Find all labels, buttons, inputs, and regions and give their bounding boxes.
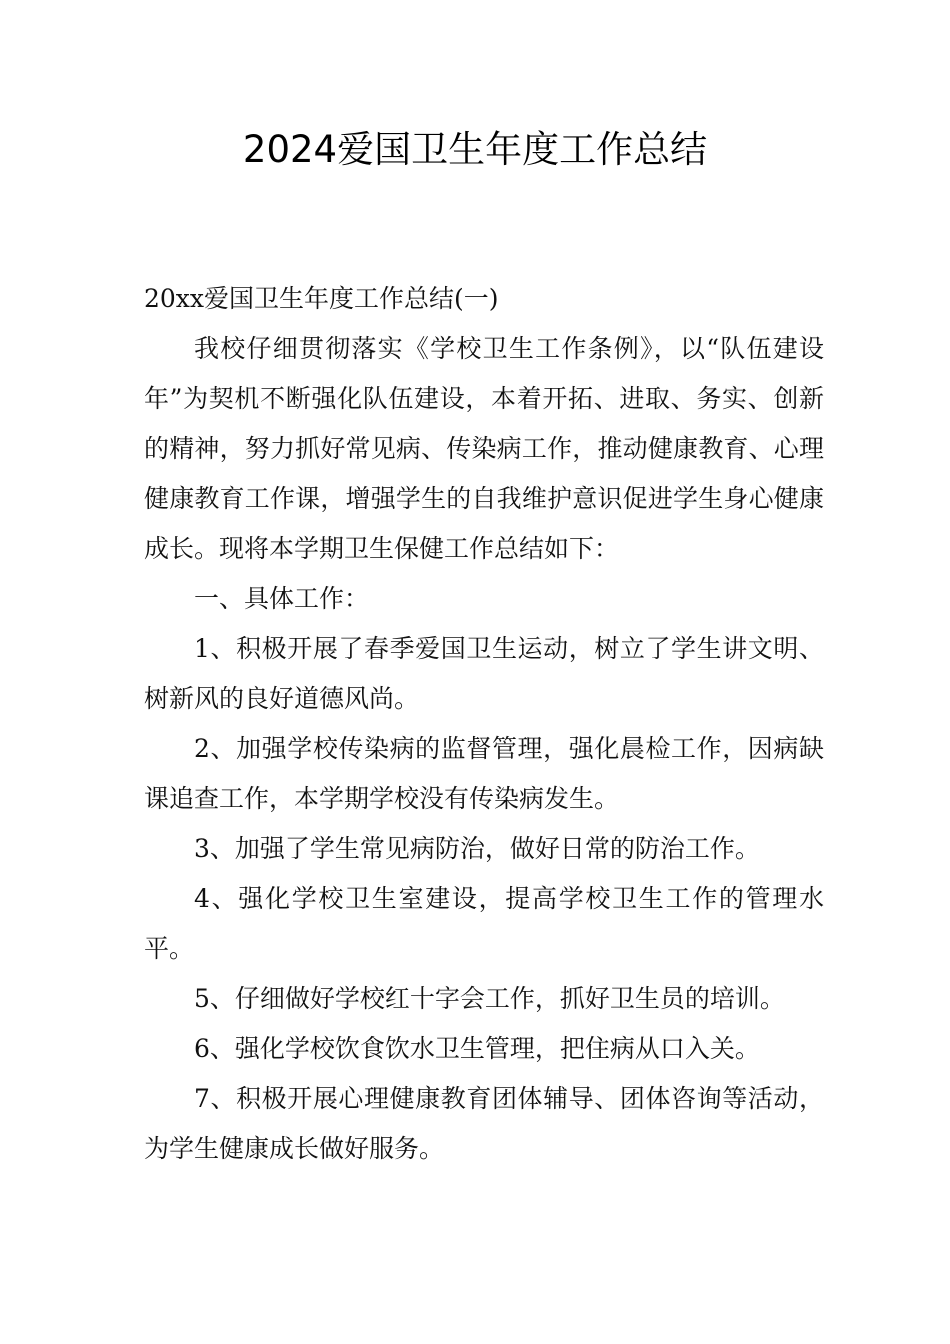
list-item: 2、加强学校传染病的监督管理，强化晨检工作，因病缺课追查工作，本学期学校没有传染病发生。: [144, 734, 824, 813]
list-item: 7、积极开展心理健康教育团体辅导、团体咨询等活动，为学生健康成长做好服务。: [144, 1084, 824, 1163]
list-item: 5、仔细做好学校红十字会工作，抓好卫生员的培训。: [194, 984, 785, 1013]
section-subtitle: 20xx爱国卫生年度工作总结(一): [144, 284, 499, 313]
list-item: 4、强化学校卫生室建设，提高学校卫生工作的管理水平。: [144, 884, 824, 963]
list-item: 6、强化学校饮食饮水卫生管理，把住病从口入关。: [194, 1034, 760, 1063]
document-title: 2024爱国卫生年度工作总结: [242, 128, 708, 171]
list-item: 1、积极开展了春季爱国卫生运动，树立了学生讲文明、树新风的良好道德风尚。: [144, 634, 824, 713]
section-heading: 一、具体工作：: [194, 584, 370, 613]
list-item: 3、加强了学生常见病防治，做好日常的防治工作。: [194, 834, 760, 863]
intro-paragraph: 我校仔细贯彻落实《学校卫生工作条例》，以“队伍建设年”为契机不断强化队伍建设，本着开拓、进取、务实、创新的精神，努力抓好常见病、传染病工作，推动健康教育、心理健康教育工作课，增强学生的自我维护意识促进学生身心健康成长。现将本学期卫生保健工作总结如下：: [144, 334, 824, 563]
document-body: [144, 274, 824, 1174]
